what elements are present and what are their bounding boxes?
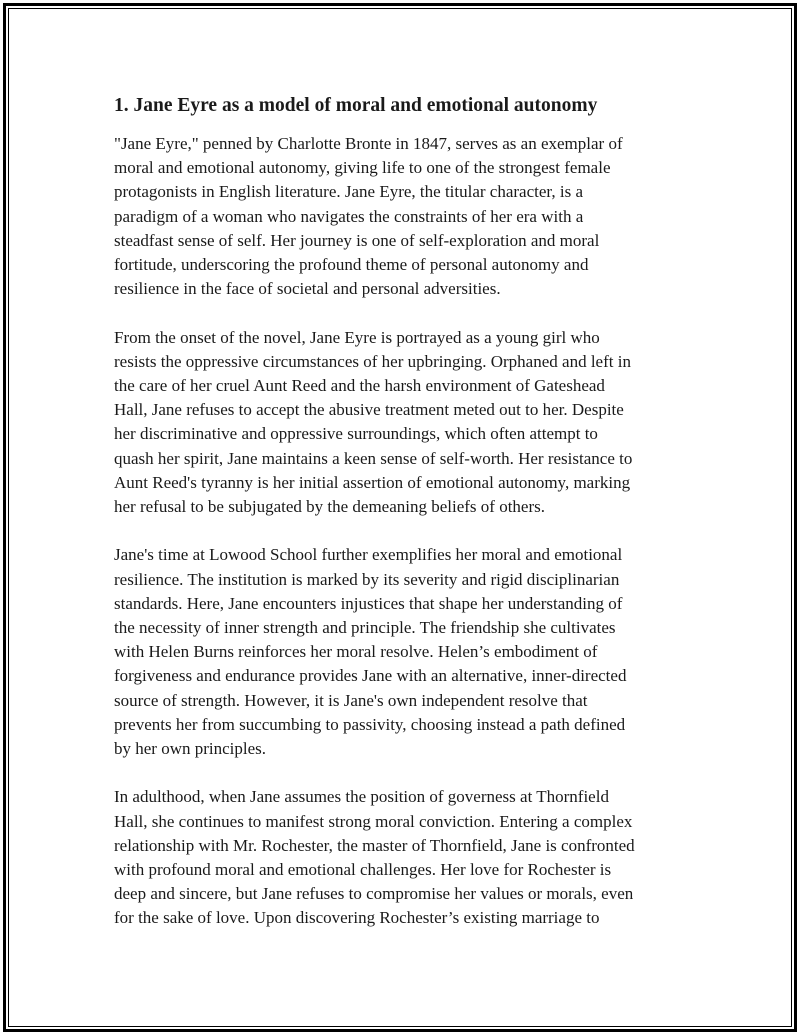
paragraph-line: Aunt Reed's tyranny is her initial assertion of emotional autonomy, marking: [114, 472, 631, 492]
paragraph-1: [114, 132, 684, 301]
paragraph-line: by her own principles.: [114, 739, 267, 759]
paragraph-line: Hall, Jane refuses to accept the abusive treatment meted out to her. Despite: [114, 400, 624, 420]
paragraph-4: [114, 785, 684, 930]
paragraph-line: resilience. The institution is marked by its severity and rigid disciplinarian: [114, 569, 620, 589]
paragraph-line: quash her spirit, Jane maintains a keen sense of self-worth. Her resistance to: [114, 448, 633, 468]
paragraph-line: the care of her cruel Aunt Reed and the harsh environment of Gateshead: [114, 376, 605, 396]
paragraph-line: standards. Here, Jane encounters injustices that shape her understanding of: [114, 593, 623, 613]
paragraph-line: forgiveness and endurance provides Jane with an alternative, inner-directed: [114, 666, 627, 686]
paragraph-line: her refusal to be subjugated by the demeaning beliefs of others.: [114, 497, 546, 517]
paragraph-2: [114, 326, 684, 520]
paragraph-line: relationship with Mr. Rochester, the master of Thornfield, Jane is confronted: [114, 835, 635, 855]
paragraph-line: resists the oppressive circumstances of her upbringing. Orphaned and left in: [114, 351, 631, 371]
paragraph-line: the necessity of inner strength and principle. The friendship she cultivates: [114, 618, 616, 638]
paragraph-3: [114, 543, 684, 761]
section-heading: 1. Jane Eyre as a model of moral and emotional autonomy: [114, 95, 598, 116]
paragraph-line: for the sake of love. Upon discovering Rochester’s existing marriage to: [114, 908, 600, 928]
paragraph-line: "Jane Eyre," penned by Charlotte Bronte in 1847, serves as an exemplar of: [114, 134, 623, 153]
document-body: [114, 92, 684, 955]
paragraph-line: her discriminative and oppressive surroundings, which often attempt to: [114, 424, 598, 444]
paragraph-line: source of strength. However, it is Jane's own independent resolve that: [114, 690, 588, 710]
paragraph-line: protagonists in English literature. Jane Eyre, the titular character, is a: [114, 182, 584, 202]
paragraph-line: moral and emotional autonomy, giving life to one of the strongest female: [114, 158, 611, 178]
paragraph-line: Jane's time at Lowood School further exemplifies her moral and emotional: [114, 545, 623, 565]
paragraph-line: paradigm of a woman who navigates the constraints of her era with a: [114, 206, 584, 226]
paragraph-line: with Helen Burns reinforces her moral resolve. Helen’s embodiment of: [114, 642, 598, 662]
paragraph-line: resilience in the face of societal and personal adversities.: [114, 279, 501, 299]
paragraph-line: From the onset of the novel, Jane Eyre is portrayed as a young girl who: [114, 327, 600, 347]
paragraph-line: deep and sincere, but Jane refuses to compromise her values or morals, even: [114, 884, 634, 904]
paragraph-line: prevents her from succumbing to passivity, choosing instead a path defined: [114, 714, 626, 734]
paragraph-line: steadfast sense of self. Her journey is one of self-exploration and moral: [114, 230, 600, 250]
paragraph-line: fortitude, underscoring the profound theme of personal autonomy and: [114, 255, 589, 275]
paragraph-line: Hall, she continues to manifest strong moral conviction. Entering a complex: [114, 811, 633, 831]
paragraph-line: In adulthood, when Jane assumes the position of governess at Thornfield: [114, 787, 609, 807]
paragraph-line: with profound moral and emotional challenges. Her love for Rochester is: [114, 860, 612, 880]
